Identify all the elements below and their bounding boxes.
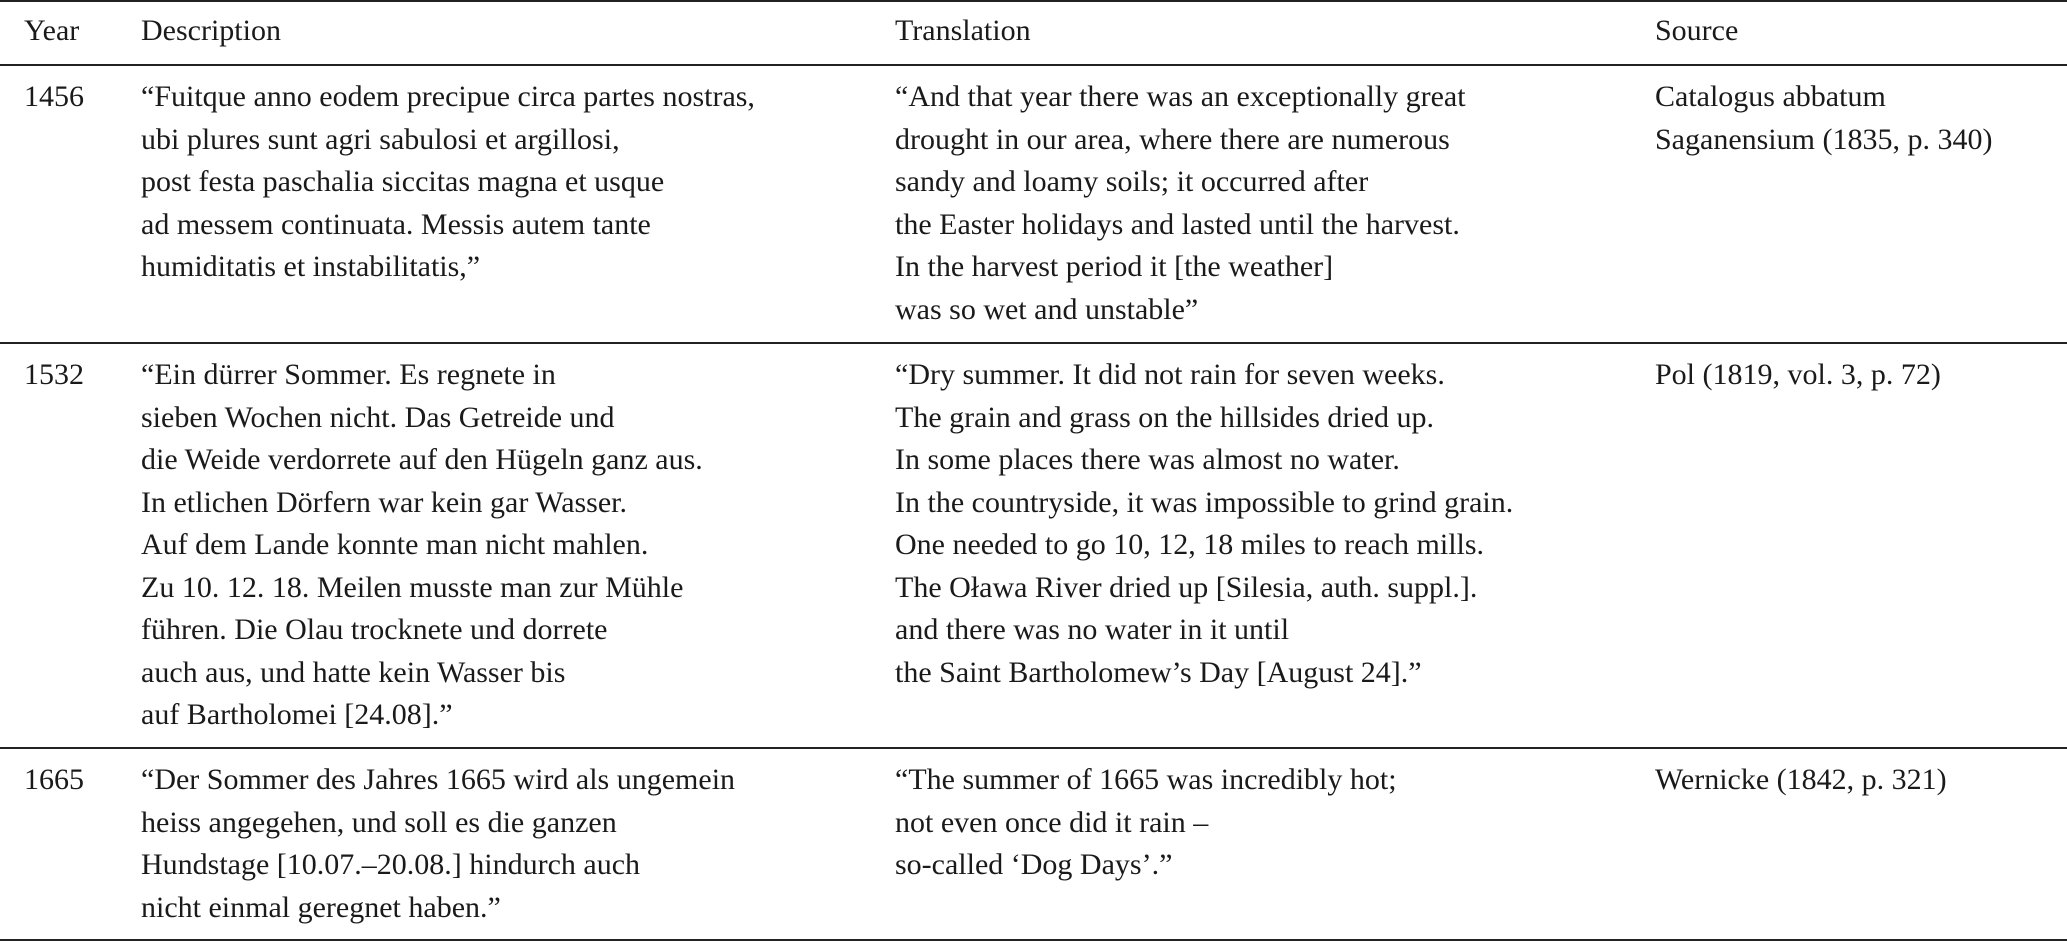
row-1532-description [141, 354, 703, 737]
translation-line: “And that year there was an exceptionally great [895, 80, 1466, 113]
description-line: heiss angegehen, und soll es die ganzen [141, 805, 617, 839]
translation-line: sandy and loamy soils; it occurred after [895, 165, 1369, 198]
translation-line: In the harvest period it [the weather] [895, 250, 1334, 283]
header-translation: Translation [895, 14, 1031, 47]
translation-line: “Dry summer. It did not rain for seven weeks. [895, 358, 1445, 391]
row-1456-source [1655, 76, 1992, 161]
header-rule [0, 64, 2067, 66]
row-1456-year: 1456 [24, 80, 84, 113]
header-description: Description [141, 14, 281, 47]
row-1532-source [1655, 354, 1941, 397]
row-1665-year: 1665 [24, 763, 84, 796]
bottom-rule [0, 939, 2067, 941]
source-line: Pol (1819, vol. 3, p. 72) [1655, 358, 1941, 391]
translation-line: In some places there was almost no water. [895, 443, 1400, 476]
top-rule [0, 0, 2067, 2]
translation-line: “The summer of 1665 was incredibly hot; [895, 763, 1397, 796]
translation-line: The grain and grass on the hillsides dried up. [895, 400, 1435, 434]
translation-line: One needed to go 10, 12, 18 miles to reach mills. [895, 528, 1485, 561]
translation-line: drought in our area, where there are numerous [895, 122, 1450, 156]
description-line: post festa paschalia siccitas magna et usque [141, 165, 665, 198]
description-line: “Der Sommer des Jahres 1665 wird als ungemein [141, 763, 736, 796]
description-line: die Weide verdorrete auf den Hügeln ganz aus. [141, 443, 703, 476]
translation-line: was so wet and unstable” [895, 292, 1199, 326]
description-line: sieben Wochen nicht. Das Getreide und [141, 400, 615, 434]
description-line: “Ein dürrer Sommer. Es regnete in [141, 358, 556, 391]
translation-line: the Easter holidays and lasted until the harvest. [895, 207, 1460, 241]
row-1456-translation [895, 76, 1466, 331]
row-rule [0, 747, 2067, 749]
description-line: In etlichen Dörfern war kein gar Wasser. [141, 485, 628, 519]
row-1532-year: 1532 [24, 358, 84, 391]
description-line: Hundstage [10.07.–20.08.] hindurch auch [141, 848, 641, 881]
translation-line: The Oława River dried up [Silesia, auth. suppl.]. [895, 570, 1478, 604]
description-line: auf Bartholomei [24.08].” [141, 698, 453, 731]
header-year: Year [24, 14, 80, 47]
translation-line: In the countryside, it was impossible to grind grain. [895, 485, 1514, 519]
description-line: “Fuitque anno eodem precipue circa partes nostras, [141, 80, 755, 113]
row-1665-translation [895, 759, 1397, 887]
translation-line: not even once did it rain – [895, 805, 1209, 839]
description-line: Auf dem Lande konnte man nicht mahlen. [141, 528, 649, 561]
description-line: ad messem continuata. Messis autem tante [141, 207, 651, 241]
source-line: Catalogus abbatum [1655, 80, 1886, 113]
row-rule [0, 342, 2067, 344]
row-1456-description [141, 76, 755, 289]
translation-line: so-called ‘Dog Days’.” [895, 848, 1173, 881]
source-line: Wernicke (1842, p. 321) [1655, 763, 1947, 796]
description-line: auch aus, und hatte kein Wasser bis [141, 655, 566, 689]
description-line: Zu 10. 12. 18. Meilen musste man zur Mühle [141, 570, 684, 604]
description-line: führen. Die Olau trocknete und dorrete [141, 613, 608, 646]
row-1665-source [1655, 759, 1947, 802]
description-line: nicht einmal geregnet haben.” [141, 890, 501, 924]
row-1665-description [141, 759, 735, 929]
header-source: Source [1655, 14, 1739, 47]
description-line: humiditatis et instabilitatis,” [141, 250, 481, 283]
row-1532-translation [895, 354, 1513, 694]
description-line: ubi plures sunt agri sabulosi et argillosi, [141, 122, 620, 156]
translation-line: the Saint Bartholomew’s Day [August 24].” [895, 655, 1422, 689]
translation-line: and there was no water in it until [895, 613, 1290, 646]
source-line: Saganensium (1835, p. 340) [1655, 122, 1993, 156]
